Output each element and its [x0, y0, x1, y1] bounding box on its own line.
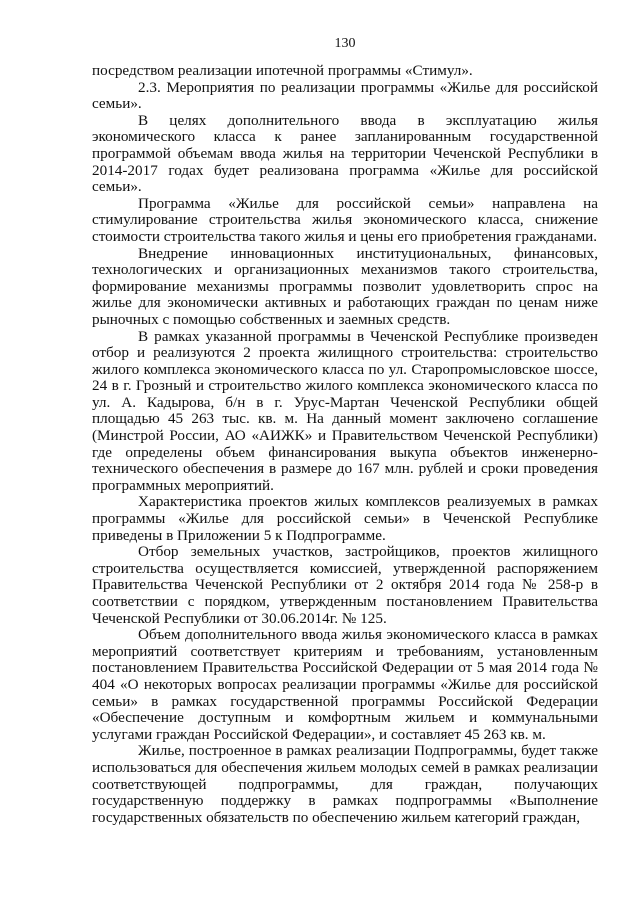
paragraph-selection: Отбор земельных участков, застройщиков, проектов жилищного строительства осуществляется комиссией, утвержденной распоряжением Правительства Чеченской Республики от 2 октября 2014 года № 258-р в соответствии с порядком, утвержденным постановлением Правительства Чеченской Республики от 30.06.2014г. № 125. — [92, 543, 598, 627]
paragraph-mechanisms: Внедрение инновационных институциональных, финансовых, технологических и организационных механизмов такого строительства, формирование механизмы программы позволит удовлетворить спрос на жилье для экономически активных и работающих граждан по ценам ниже рыночных с помощью собственных и заемных средств. — [92, 244, 598, 328]
paragraph-volume: Объем дополнительного ввода жилья экономического класса в рамках мероприятий соответствует критериям и требованиям, установленным постановлением Правительства Российской Федерации от 5 мая 2014 года № 404 «О некоторых вопросах реализации программы «Жилье для российской семьи» в рамках государственной программы Российской Федерации «Обеспечение доступным и комфортным жильем и коммунальными услугами граждан Российской Федерации», и составляет 45 263 кв. м. — [92, 626, 598, 743]
paragraph-program-goal: Программа «Жилье для российской семьи» направлена на стимулирование строительства жилья экономического класса, снижение стоимости строительства такого жилья и цены его приобретения гражданами. — [92, 194, 598, 245]
paragraph-program-intro: В целях дополнительного ввода в эксплуатацию жилья экономического класса к ранее запланированным государственной программой объемам ввода жилья на территории Чеченской Республики в 2014-2017 годах будет реализована программа «Жилье для российской семьи». — [92, 111, 598, 196]
page-number: 130 — [334, 36, 356, 51]
paragraph-characteristics: Характеристика проектов жилых комплексов реализуемых в рамках программы «Жилье для российской семьи» в Чеченской Республике приведены в Приложении 5 к Подпрограмме. — [92, 493, 598, 544]
paragraph-continuation: посредством реализации ипотечной программы «Стимул». — [92, 62, 473, 79]
section-heading-2-3: 2.3. Мероприятия по реализации программы «Жилье для российской семьи». — [92, 78, 598, 113]
paragraph-housing-use: Жилье, построенное в рамках реализации Подпрограммы, будет также использоваться для обеспечения жильем молодых семей в рамках реализации соответствующей подпрограммы, для граждан, получающих государственную поддержку в рамках подпрограммы «Выполнение государственных обязательств по обеспечению жильем категорий граждан, — [92, 742, 598, 826]
paragraph-projects: В рамках указанной программы в Чеченской Республике произведен отбор и реализуются 2 проекта жилищного строительства: строительство жилого комплекса экономического класса по ул. Старопромысловское шоссе, 24 в г. Грозный и строительство жилого комплекса экономического класса по ул. А. Кадырова, б/н в г. Урус-Мартан Чеченской Республики общей площадью 45 263 тыс. кв. м. На данный момент заключено соглашение (Минстрой России, АО «АИЖК» и Правительством Чеченской Республики) где определены объем финансирования выкупа объектов инженерно-технического обеспечения в размере до 167 млн. рублей и сроки проведения программных мероприятий. — [92, 327, 598, 494]
document-page — [92, 36, 598, 826]
